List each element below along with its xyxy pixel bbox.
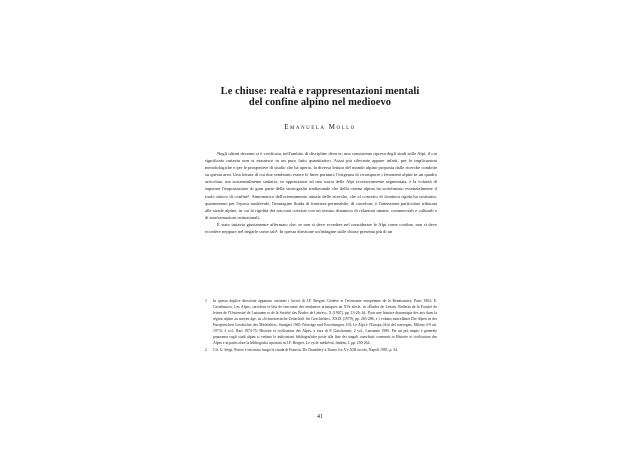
footnote-text: In questa duplice direzione appaiono orientati i lavori di J.F. Bergier, Genève et l'économie européenne de la Renaissance, Paris 1963; E. Castelnuovo, Les Alpes, carrefour et lieu de rencontre des tendances artistiques au XVe siècle, in «Études de Lettres. Bulletin de la Faculté de lettres de l'Université de Lausanne et de la Société des Études de Lettres», X (1967), pp. 13-26; Id., Pour une histoire dynamique des arts dans la région alpine au moyen âge, in «Schweizerische Zeitschrift für Geschichte», XXIX (1979), pp. 265-286; e i volumi miscellanei Die Alpen in der Europäischen Geschichte des Mittelalters, Stuttgart 1965 (Vorträge und Forschungen, 10); Le Alpi e l'Europa (Atti del convegno, Milano 4-9 ott. 1973), 4 vol., Bari 1974-75; Histoire et civilisation des Alpes, a cura di P. Guichonnet, 2 vol., Lausanne 1980. Per un più ampio e generale panorama sugli studi alpini si vedano le indicazioni bibliografiche poste alla fine dei singoli contributi contenuti in Histoire et civilisation des Alpes e in particolare la bibliografia riportata in J.F. Bergier, Le cycle médiéval, ibidem, I, pp. 250-264. [213, 299, 437, 345]
body-paragraph: Negli ultimi decenni si è verificata, nell'ambito di discipline diverse, una consistente ripresa degli studi sulle Alpi, il cui significato tuttavia non si esaurisce in un puro fatto quantitativo. Assai più rilevante appare infatti, per le implicazioni metodologiche e per le prospettive di studio che ha aperto, la diversa lettura del mondo alpino proposta dalle ricerche condotte su questa area. Una lettura di cui due sembrano essere le linee portanti: l'esigenza di ricomporre i fenomeni alpini in un quadro articolato, ma sostanzialmente unitario, in opposizione ad una storia delle Alpi eccessivamente segmentata, e la volontà di superare l'impostazione di gran parte della storiografia tradizionale che della catena alpina ha sottolineato essenzialmente il ruolo statico di confine¹. Sintomatico dell'orientamento attuale delle ricerche, che al concetto di frontiera rigida ha sostituito, quantomeno per l'epoca medievale, l'immagine fluida di frontiera permeabile, di carrefour, è l'attenzione particolare tributata alle strade alpine, in cui la rigidità dei tracciati coesiste con un tessuto dinamico di relazioni umane, commerciali e culturali e di trasformazioni istituzionali. [205, 151, 437, 220]
body-paragraph: È stato tuttavia giustamente affermato che, se non si deve eccedere nel considerare le Alpi come confine, non si deve eccedere neppure nel negarle come tali². In questa direzione un'indagine sulle chiuse presenta più di un [205, 221, 437, 235]
footnote-text: Cfr. G. Sergi, Potere e territorio lungo la strada di Francia. Da Chambéry a Torino fra X e XIII secolo, Napoli 1981, p. 34. [213, 348, 399, 353]
footnote [205, 298, 437, 346]
footnotes [205, 298, 437, 354]
article-body [205, 150, 437, 235]
author-name: Emanuela Mollo [284, 123, 356, 131]
footnote-number: 1 [205, 299, 207, 303]
footnote-number: 2 [205, 348, 207, 353]
footnote [205, 347, 437, 353]
article-title-line-1: Le chiuse: realtà e rappresentazioni mentali [220, 86, 420, 97]
article-title-line-2: del confine alpino nel medioevo [248, 97, 392, 108]
page-number: 41 [317, 414, 323, 420]
